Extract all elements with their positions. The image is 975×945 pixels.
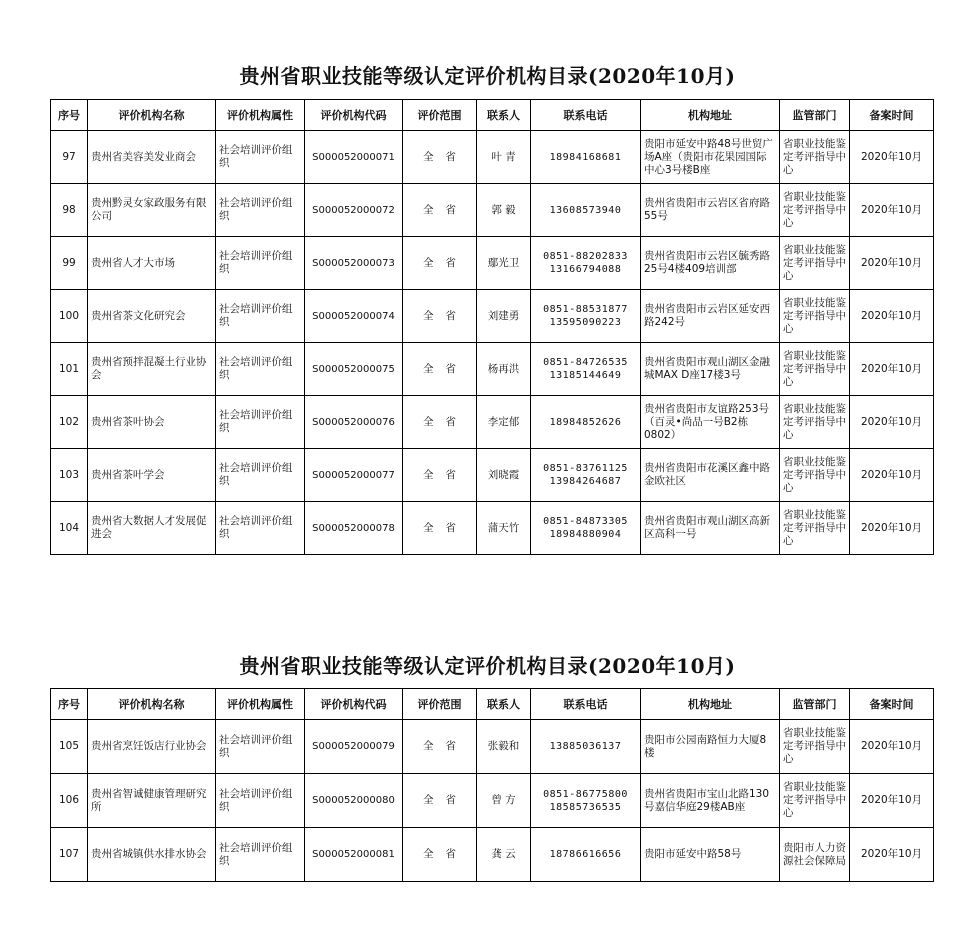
org-type-cell: 社会培训评价组织	[216, 131, 305, 184]
supervising-dept-cell: 省职业技能鉴定考评指导中心	[780, 290, 850, 343]
table-row	[51, 237, 934, 290]
eval-scope-cell: 全省	[403, 774, 477, 828]
org-name-cell: 贵州省大数据人才发展促进会	[88, 502, 216, 555]
phone-number: 13984264687	[549, 476, 622, 487]
org-address-cell: 贵阳市延安中路48号世贸广场A座（贵阳市花果园国际中心3号楼B座	[641, 131, 780, 184]
column-header: 备案时间	[850, 100, 934, 131]
column-header: 序号	[51, 100, 88, 131]
column-header: 评价机构属性	[216, 689, 305, 720]
contact-person-cell: 刘建勇	[477, 290, 531, 343]
contact-phone-cell	[531, 449, 641, 502]
page-title: 贵州省职业技能等级认定评价机构目录(2020年10月)	[239, 654, 736, 678]
eval-scope-cell: 全省	[403, 343, 477, 396]
eval-scope-cell: 全省	[403, 720, 477, 774]
phone-number: 0851-84873305	[543, 516, 628, 527]
org-code-cell: S000052000080	[305, 774, 403, 828]
column-header: 备案时间	[850, 689, 934, 720]
phone-number: 0851-88531877	[543, 304, 628, 315]
org-name-cell: 贵州省人才大市场	[88, 237, 216, 290]
contact-person-cell: 叶 青	[477, 131, 531, 184]
org-name-cell: 贵州省城镇供水排水协会	[88, 828, 216, 882]
column-header: 监管部门	[780, 689, 850, 720]
filing-date-cell: 2020年10月	[850, 131, 934, 184]
phone-number: 13608573940	[549, 204, 622, 216]
table-row	[51, 131, 934, 184]
contact-phone-cell	[531, 502, 641, 555]
row-number-cell: 105	[51, 720, 88, 774]
contact-phone-cell	[531, 184, 641, 237]
contact-person-cell: 郭 毅	[477, 184, 531, 237]
org-name-cell: 贵州省预拌混凝土行业协会	[88, 343, 216, 396]
row-number-cell: 107	[51, 828, 88, 882]
filing-date-cell: 2020年10月	[850, 828, 934, 882]
column-header: 评价范围	[403, 689, 477, 720]
registry-table	[50, 688, 934, 882]
eval-scope-cell: 全省	[403, 502, 477, 555]
org-code-cell: S000052000079	[305, 720, 403, 774]
phone-number: 18984852626	[549, 416, 622, 428]
phone-number: 13166794088	[549, 264, 622, 275]
row-number-cell: 106	[51, 774, 88, 828]
column-header: 评价机构代码	[305, 100, 403, 131]
supervising-dept-cell: 贵阳市人力资源社会保障局	[780, 828, 850, 882]
eval-scope-cell: 全省	[403, 290, 477, 343]
phone-number: 13185144649	[549, 370, 622, 381]
table-row	[51, 502, 934, 555]
contact-person-cell: 李定郁	[477, 396, 531, 449]
contact-person-cell: 龚 云	[477, 828, 531, 882]
org-code-cell: S000052000071	[305, 131, 403, 184]
contact-person-cell: 张毅和	[477, 720, 531, 774]
phone-number: 13885036137	[549, 741, 622, 752]
eval-scope-cell: 全省	[403, 131, 477, 184]
org-name-cell: 贵州省美容美发业商会	[88, 131, 216, 184]
org-type-cell: 社会培训评价组织	[216, 502, 305, 555]
org-name-cell: 贵州省茶叶学会	[88, 449, 216, 502]
filing-date-cell: 2020年10月	[850, 449, 934, 502]
column-header: 评价机构属性	[216, 100, 305, 131]
org-code-cell: S000052000073	[305, 237, 403, 290]
supervising-dept-cell: 省职业技能鉴定考评指导中心	[780, 396, 850, 449]
org-code-cell: S000052000076	[305, 396, 403, 449]
table-row	[51, 720, 934, 774]
table-row	[51, 774, 934, 828]
row-number-cell: 99	[51, 237, 88, 290]
filing-date-cell: 2020年10月	[850, 343, 934, 396]
column-header: 机构地址	[641, 689, 780, 720]
contact-person-cell: 蒲天竹	[477, 502, 531, 555]
org-code-cell: S000052000072	[305, 184, 403, 237]
supervising-dept-cell: 省职业技能鉴定考评指导中心	[780, 774, 850, 828]
contact-person-cell: 曾 方	[477, 774, 531, 828]
phone-number: 0851-88202833	[543, 251, 628, 262]
supervising-dept-cell: 省职业技能鉴定考评指导中心	[780, 131, 850, 184]
supervising-dept-cell: 省职业技能鉴定考评指导中心	[780, 449, 850, 502]
org-address-cell: 贵州省贵阳市云岩区毓秀路25号4楼409培训部	[641, 237, 780, 290]
column-header: 监管部门	[780, 100, 850, 131]
supervising-dept-cell: 省职业技能鉴定考评指导中心	[780, 720, 850, 774]
table-header-row	[51, 689, 934, 720]
eval-scope-cell: 全省	[403, 828, 477, 882]
row-number-cell: 102	[51, 396, 88, 449]
org-type-cell: 社会培训评价组织	[216, 237, 305, 290]
table-row	[51, 396, 934, 449]
filing-date-cell: 2020年10月	[850, 502, 934, 555]
org-name-cell: 贵州省茶叶协会	[88, 396, 216, 449]
column-header: 联系人	[477, 100, 531, 131]
table-row	[51, 828, 934, 882]
org-address-cell: 贵州省贵阳市宝山北路130号嘉信华庭29楼AB座	[641, 774, 780, 828]
contact-phone-cell	[531, 720, 641, 774]
contact-phone-cell	[531, 290, 641, 343]
row-number-cell: 98	[51, 184, 88, 237]
filing-date-cell: 2020年10月	[850, 290, 934, 343]
table-row	[51, 343, 934, 396]
contact-person-cell: 鄢光卫	[477, 237, 531, 290]
phone-number: 18984880904	[549, 529, 622, 540]
eval-scope-cell: 全省	[403, 184, 477, 237]
row-number-cell: 97	[51, 131, 88, 184]
column-header: 评价机构代码	[305, 689, 403, 720]
org-address-cell: 贵州省贵阳市花溪区鑫中路金欧社区	[641, 449, 780, 502]
org-code-cell: S000052000077	[305, 449, 403, 502]
table-row	[51, 184, 934, 237]
supervising-dept-cell: 省职业技能鉴定考评指导中心	[780, 237, 850, 290]
row-number-cell: 101	[51, 343, 88, 396]
contact-person-cell: 杨再洪	[477, 343, 531, 396]
eval-scope-cell: 全省	[403, 449, 477, 502]
org-address-cell: 贵州省贵阳市云岩区省府路55号	[641, 184, 780, 237]
phone-number: 13595090223	[549, 317, 622, 328]
org-type-cell: 社会培训评价组织	[216, 343, 305, 396]
org-address-cell: 贵阳市延安中路58号	[641, 828, 780, 882]
filing-date-cell: 2020年10月	[850, 184, 934, 237]
eval-scope-cell: 全省	[403, 237, 477, 290]
contact-person-cell: 刘晓霞	[477, 449, 531, 502]
phone-number: 18984168681	[549, 151, 622, 163]
org-name-cell: 贵州省智诚健康管理研究所	[88, 774, 216, 828]
org-address-cell: 贵州省贵阳市友谊路253号（百灵•尚品一号B2栋0802）	[641, 396, 780, 449]
row-number-cell: 104	[51, 502, 88, 555]
contact-phone-cell	[531, 131, 641, 184]
registry-table	[50, 99, 934, 555]
org-address-cell: 贵州省贵阳市观山湖区金融城MAX D座17楼3号	[641, 343, 780, 396]
org-name-cell: 贵州省茶文化研究会	[88, 290, 216, 343]
column-header: 序号	[51, 689, 88, 720]
filing-date-cell: 2020年10月	[850, 237, 934, 290]
supervising-dept-cell: 省职业技能鉴定考评指导中心	[780, 184, 850, 237]
phone-number: 0851-86775800	[543, 788, 628, 800]
org-code-cell: S000052000075	[305, 343, 403, 396]
org-type-cell: 社会培训评价组织	[216, 290, 305, 343]
contact-phone-cell	[531, 343, 641, 396]
org-type-cell: 社会培训评价组织	[216, 449, 305, 502]
column-header: 联系电话	[531, 689, 641, 720]
contact-phone-cell	[531, 237, 641, 290]
column-header: 联系人	[477, 689, 531, 720]
org-type-cell: 社会培训评价组织	[216, 828, 305, 882]
column-header: 联系电话	[531, 100, 641, 131]
column-header: 机构地址	[641, 100, 780, 131]
supervising-dept-cell: 省职业技能鉴定考评指导中心	[780, 343, 850, 396]
phone-number: 18786616656	[549, 849, 622, 860]
org-address-cell: 贵阳市公园南路恒力大厦8楼	[641, 720, 780, 774]
filing-date-cell: 2020年10月	[850, 774, 934, 828]
column-header: 评价范围	[403, 100, 477, 131]
filing-date-cell: 2020年10月	[850, 396, 934, 449]
column-header: 评价机构名称	[88, 689, 216, 720]
supervising-dept-cell: 省职业技能鉴定考评指导中心	[780, 502, 850, 555]
org-code-cell: S000052000078	[305, 502, 403, 555]
row-number-cell: 100	[51, 290, 88, 343]
eval-scope-cell: 全省	[403, 396, 477, 449]
org-type-cell: 社会培训评价组织	[216, 774, 305, 828]
phone-number: 18585736535	[549, 801, 622, 813]
org-type-cell: 社会培训评价组织	[216, 184, 305, 237]
table-row	[51, 290, 934, 343]
table-header-row	[51, 100, 934, 131]
org-type-cell: 社会培训评价组织	[216, 720, 305, 774]
org-address-cell: 贵州省贵阳市观山湖区高新区高科一号	[641, 502, 780, 555]
phone-number: 0851-84726535	[543, 357, 628, 368]
org-type-cell: 社会培训评价组织	[216, 396, 305, 449]
org-name-cell: 贵州省烹饪饭店行业协会	[88, 720, 216, 774]
org-name-cell: 贵州黔灵女家政服务有限公司	[88, 184, 216, 237]
contact-phone-cell	[531, 828, 641, 882]
contact-phone-cell	[531, 774, 641, 828]
org-address-cell: 贵州省贵阳市云岩区延安西路242号	[641, 290, 780, 343]
org-code-cell: S000052000081	[305, 828, 403, 882]
page-title: 贵州省职业技能等级认定评价机构目录(2020年10月)	[239, 64, 736, 88]
org-code-cell: S000052000074	[305, 290, 403, 343]
contact-phone-cell	[531, 396, 641, 449]
filing-date-cell: 2020年10月	[850, 720, 934, 774]
row-number-cell: 103	[51, 449, 88, 502]
phone-number: 0851-83761125	[543, 463, 628, 474]
table-row	[51, 449, 934, 502]
column-header: 评价机构名称	[88, 100, 216, 131]
